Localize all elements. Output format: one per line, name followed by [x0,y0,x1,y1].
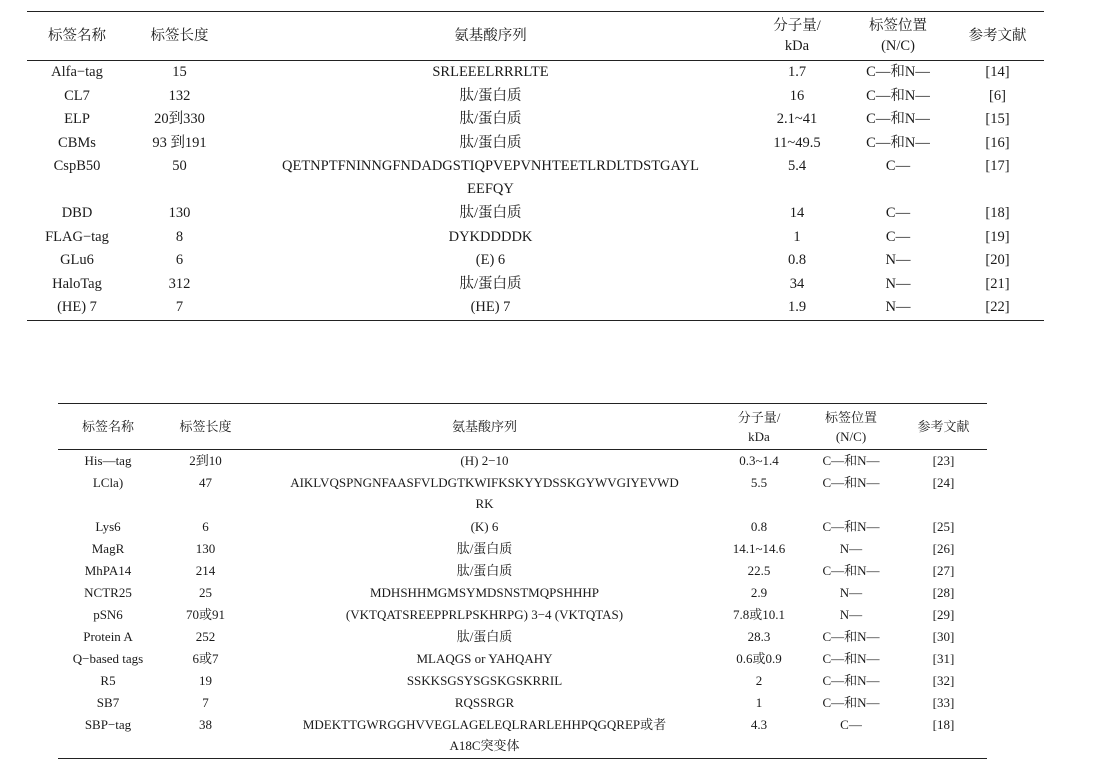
mw-cell: 14 [789,205,805,221]
tag-name-cell: ELP [64,111,90,127]
tag-length-cell: 47 [199,475,212,490]
position-cell: C—和N— [822,629,880,644]
mw-cell: 11~49.5 [773,134,821,151]
tag-name-cell: CspB50 [53,158,101,174]
reference-cell: [19] [985,228,1010,245]
table-row [27,155,1044,202]
reference-cell: [17] [985,158,1010,174]
reference-cell: [31] [932,651,955,666]
table-row [27,296,1044,320]
column-header: 分子量/ kDa [749,12,845,61]
position-cell: C—和N— [822,695,880,710]
table-body [58,450,987,759]
tag-length-cell: 19 [199,673,212,688]
column-header: 标签长度 [127,12,232,61]
tag-name-cell: DBD [61,205,93,221]
tag-name-cell: HaloTag [52,275,102,292]
sequence-cell: 肽/蛋白质 [459,134,522,151]
reference-cell: [14] [985,64,1010,80]
sequence-cell: (E) 6 [475,252,506,268]
position-cell: N— [839,541,863,556]
reference-cell: [22] [985,299,1010,315]
tag-length-cell: 2到10 [189,453,222,468]
mw-cell: 22.5 [747,563,771,578]
tag-name-cell: MagR [91,541,125,556]
position-cell: N— [885,299,911,315]
reference-cell: [23] [932,453,955,468]
tag-name-cell: (HE) 7 [57,299,97,315]
table-row [58,450,987,473]
tag-length-cell: 312 [168,275,191,292]
position-cell: C—和N— [822,651,880,666]
table-row [58,648,987,670]
mw-cell: 1 [793,228,801,245]
tag-length-cell: 252 [195,629,216,644]
tag-length-cell: 6 [175,252,184,268]
mw-cell: 0.8 [750,519,768,534]
sequence-cell: (HE) 7 [470,299,511,315]
tag-name-cell: MhPA14 [84,563,132,578]
tag-name-cell: CL7 [64,87,90,104]
table-row [58,538,987,560]
tag-length-cell: 50 [172,158,187,174]
sequence-cell: MDHSHHMGMSYMDSNSTMQPSHHHP [369,585,599,600]
tag-table-2 [58,403,987,759]
table-row [58,714,987,759]
reference-cell: [33] [932,695,955,710]
position-cell: C—和N— [866,111,930,127]
sequence-cell: QETNPTFNINNGFNDADGSTIQPVEPVNHTEETLRDLTDSTGAYL EEFQY [281,158,700,197]
column-header: 参考文献 [900,404,987,450]
tag-length-cell: 25 [199,585,212,600]
tag-length-cell: 6或7 [192,651,219,666]
mw-cell: 1.9 [787,299,807,315]
column-header: 标签位置 (N/C) [845,12,951,61]
mw-cell: 2 [755,673,763,688]
mw-cell: 5.4 [787,158,807,174]
tag-name-cell: R5 [100,673,116,688]
tag-name-cell: Q−based tags [72,651,144,666]
mw-cell: 4.3 [750,717,768,732]
reference-cell: [27] [932,563,955,578]
tag-name-cell: Protein A [83,629,133,644]
mw-cell: 16 [789,87,805,104]
tag-name-cell: SB7 [96,695,120,710]
table-body [27,61,1044,321]
table-row [27,108,1044,132]
position-cell: N— [839,585,863,600]
sequence-cell: 肽/蛋白质 [456,629,513,644]
sequence-cell: SSKKSGSYSGSKGSKRRIL [406,673,563,688]
table-row [58,516,987,538]
sequence-cell: 肽/蛋白质 [456,563,513,578]
tag-name-cell: CBMs [58,134,96,151]
sequence-cell: (K) 6 [470,519,499,534]
reference-cell: [28] [932,585,955,600]
table-row [58,604,987,626]
reference-cell: [29] [932,607,955,622]
table-row [27,202,1044,226]
reference-cell: [16] [985,134,1010,151]
sequence-cell: SRLEEELRRRLTE [432,64,549,80]
mw-cell: 14.1~14.6 [732,541,786,556]
column-header: 参考文献 [951,12,1044,61]
position-cell: C— [885,205,911,221]
mw-cell: 34 [789,275,805,292]
column-header: 标签名称 [27,12,127,61]
header-row [58,404,987,450]
tag-name-cell: NCTR25 [84,585,132,600]
sequence-cell: 肽/蛋白质 [459,275,522,292]
reference-cell: [18] [932,717,955,732]
reference-cell: [25] [932,519,955,534]
tag-length-cell: 7 [175,299,184,315]
sequence-cell: 肽/蛋白质 [459,111,522,127]
table-row [27,226,1044,250]
reference-cell: [26] [932,541,955,556]
table-row [58,626,987,648]
reference-cell: [21] [985,275,1010,292]
table-row [27,249,1044,273]
tag-length-cell: 8 [175,228,184,245]
position-cell: C— [885,158,911,174]
tag-name-cell: His—tag [84,453,132,468]
column-header: 氨基酸序列 [232,12,749,61]
mw-cell: 28.3 [747,629,771,644]
table-row [58,582,987,604]
table-row [27,132,1044,156]
position-cell: C—和N— [822,475,880,490]
mw-cell: 0.6或0.9 [736,651,782,666]
sequence-cell: MLAQGS or YAHQAHY [416,651,553,666]
tag-length-cell: 38 [199,717,212,732]
table-row [58,692,987,714]
position-cell: C— [840,717,862,732]
table-row [27,61,1044,85]
tag-name-cell: GLu6 [60,252,94,268]
tag-length-cell: 130 [168,205,191,221]
header-row [27,12,1044,61]
column-header: 标签名称 [58,404,158,450]
reference-cell: [6] [989,87,1006,104]
mw-cell: 7.8或10.1 [732,607,785,622]
column-header: 分子量/ kDa [716,404,802,450]
tag-name-cell: Alfa−tag [51,64,103,80]
sequence-cell: 肽/蛋白质 [459,87,522,104]
position-cell: N— [885,252,911,268]
position-cell: C—和N— [866,64,930,80]
tag-length-cell: 20到330 [154,111,205,127]
mw-cell: 1 [755,695,763,710]
tag-length-cell: 7 [202,695,209,710]
tag-length-cell: 132 [168,87,191,104]
mw-cell: 2.1~41 [776,111,818,127]
sequence-cell: (VKTQATSREEPPRLPSKHRPG) 3−4 (VKTQTAS) [345,607,624,622]
tag-length-cell: 130 [195,541,216,556]
tag-length-cell: 214 [195,563,216,578]
position-cell: C—和N— [822,519,880,534]
tag-length-cell: 93 到191 [152,134,207,151]
mw-cell: 0.8 [787,252,807,268]
sequence-cell: AIKLVQSPNGNFAASFVLDGTKWIFKSKYYDSSKGYWVGIYEVWD RK [290,475,679,511]
sequence-cell: 肽/蛋白质 [459,205,522,221]
tag-name-cell: pSN6 [93,607,123,622]
sequence-cell: RQSSRGR [454,695,515,710]
tag-length-cell: 15 [172,64,187,80]
tag-name-cell: LCla) [92,475,124,490]
position-cell: C—和N— [866,134,930,151]
reference-cell: [18] [985,205,1010,221]
table-row [27,85,1044,109]
mw-cell: 5.5 [750,475,768,490]
reference-cell: [20] [985,252,1010,268]
position-cell: C—和N— [866,87,930,104]
position-cell: C—和N— [822,453,880,468]
reference-cell: [30] [932,629,955,644]
tag-length-cell: 6 [202,519,209,534]
reference-cell: [32] [932,673,955,688]
position-cell: N— [839,607,863,622]
mw-cell: 2.9 [750,585,768,600]
sequence-cell: 肽/蛋白质 [456,541,513,556]
table-row [58,670,987,692]
column-header: 氨基酸序列 [253,404,716,450]
column-header: 标签长度 [158,404,253,450]
tag-name-cell: Lys6 [95,519,121,534]
position-cell: C—和N— [822,563,880,578]
sequence-cell: (H) 2−10 [460,453,509,468]
sequence-cell: DYKDDDDK [448,228,533,245]
table-row [58,472,987,516]
reference-cell: [15] [985,111,1010,127]
column-header: 标签位置 (N/C) [802,404,900,450]
position-cell: C— [885,228,911,245]
mw-cell: 0.3~1.4 [739,453,779,468]
tag-name-cell: FLAG−tag [45,228,109,245]
tag-table-1 [27,11,1044,321]
sequence-cell: MDEKTTGWRGGHVVEGLAGELEQLRARLEHHPQGQREP或者 A18C突变体 [302,717,667,753]
table-row [58,560,987,582]
table-row [27,273,1044,297]
mw-cell: 1.7 [787,64,807,80]
tag-length-cell: 70或91 [185,607,225,622]
reference-cell: [24] [932,475,955,490]
position-cell: N— [885,275,911,292]
position-cell: C—和N— [822,673,880,688]
tag-name-cell: SBP−tag [84,717,132,732]
